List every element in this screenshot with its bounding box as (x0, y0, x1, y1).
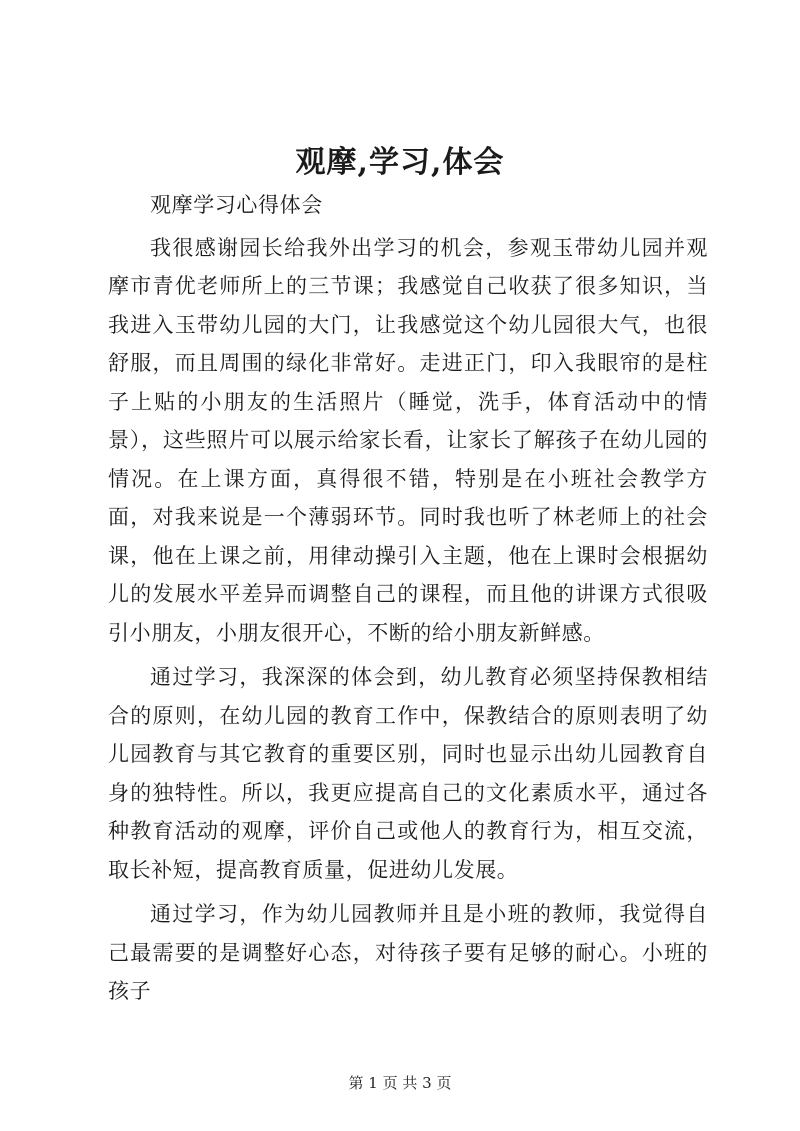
document-body (108, 186, 708, 1011)
paragraph-2: 通过学习，我深深的体会到，幼儿教育必须坚持保教相结合的原则，在幼儿园的教育工作中，保教结合的原则表明了幼儿园教育与其它教育的重要区别，同时也显示出幼儿园教育自身的独特性。所以，我更应提高自己的文化素质水平，通过各种教育活动的观摩，评价自己或他人的教育行为，相互交流，取长补短，提高教育质量，促进幼儿发展。 (108, 665, 708, 882)
paragraph-3: 通过学习，作为幼儿园教师并且是小班的教师，我觉得自己最需要的是调整好心态，对待孩子要有足够的耐心。小班的孩子 (108, 902, 708, 1003)
document-subtitle: 观摩学习心得体会 (150, 193, 323, 217)
paragraph-1: 我很感谢园长给我外出学习的机会，参观玉带幼儿园并观摩市青优老师所上的三节课；我感觉自己收获了很多知识，当我进入玉带幼儿园的大门，让我感觉这个幼儿园很大气，也很舒服，而且周围的绿化非常好。走进正门，印入我眼帘的是柱子上贴的小朋友的生活照片（睡觉，洗手，体育活动中的情景），这些照片可以展示给家长看，让家长了解孩子在幼儿园的情况。在上课方面，真得很不错，特别是在小班社会教学方面，对我来说是一个薄弱环节。同时我也听了林老师上的社会课，他在上课之前，用律动操引入主题，他在上课时会根据幼儿的发展水平差异而调整自己的课程，而且他的讲课方式很吸引小朋友，小朋友很开心，不断的给小朋友新鲜感。 (108, 235, 708, 645)
page-footer: 第 1 页 共 3 页 (348, 1074, 452, 1092)
document-title: 观摩,学习,体会 (295, 145, 505, 180)
